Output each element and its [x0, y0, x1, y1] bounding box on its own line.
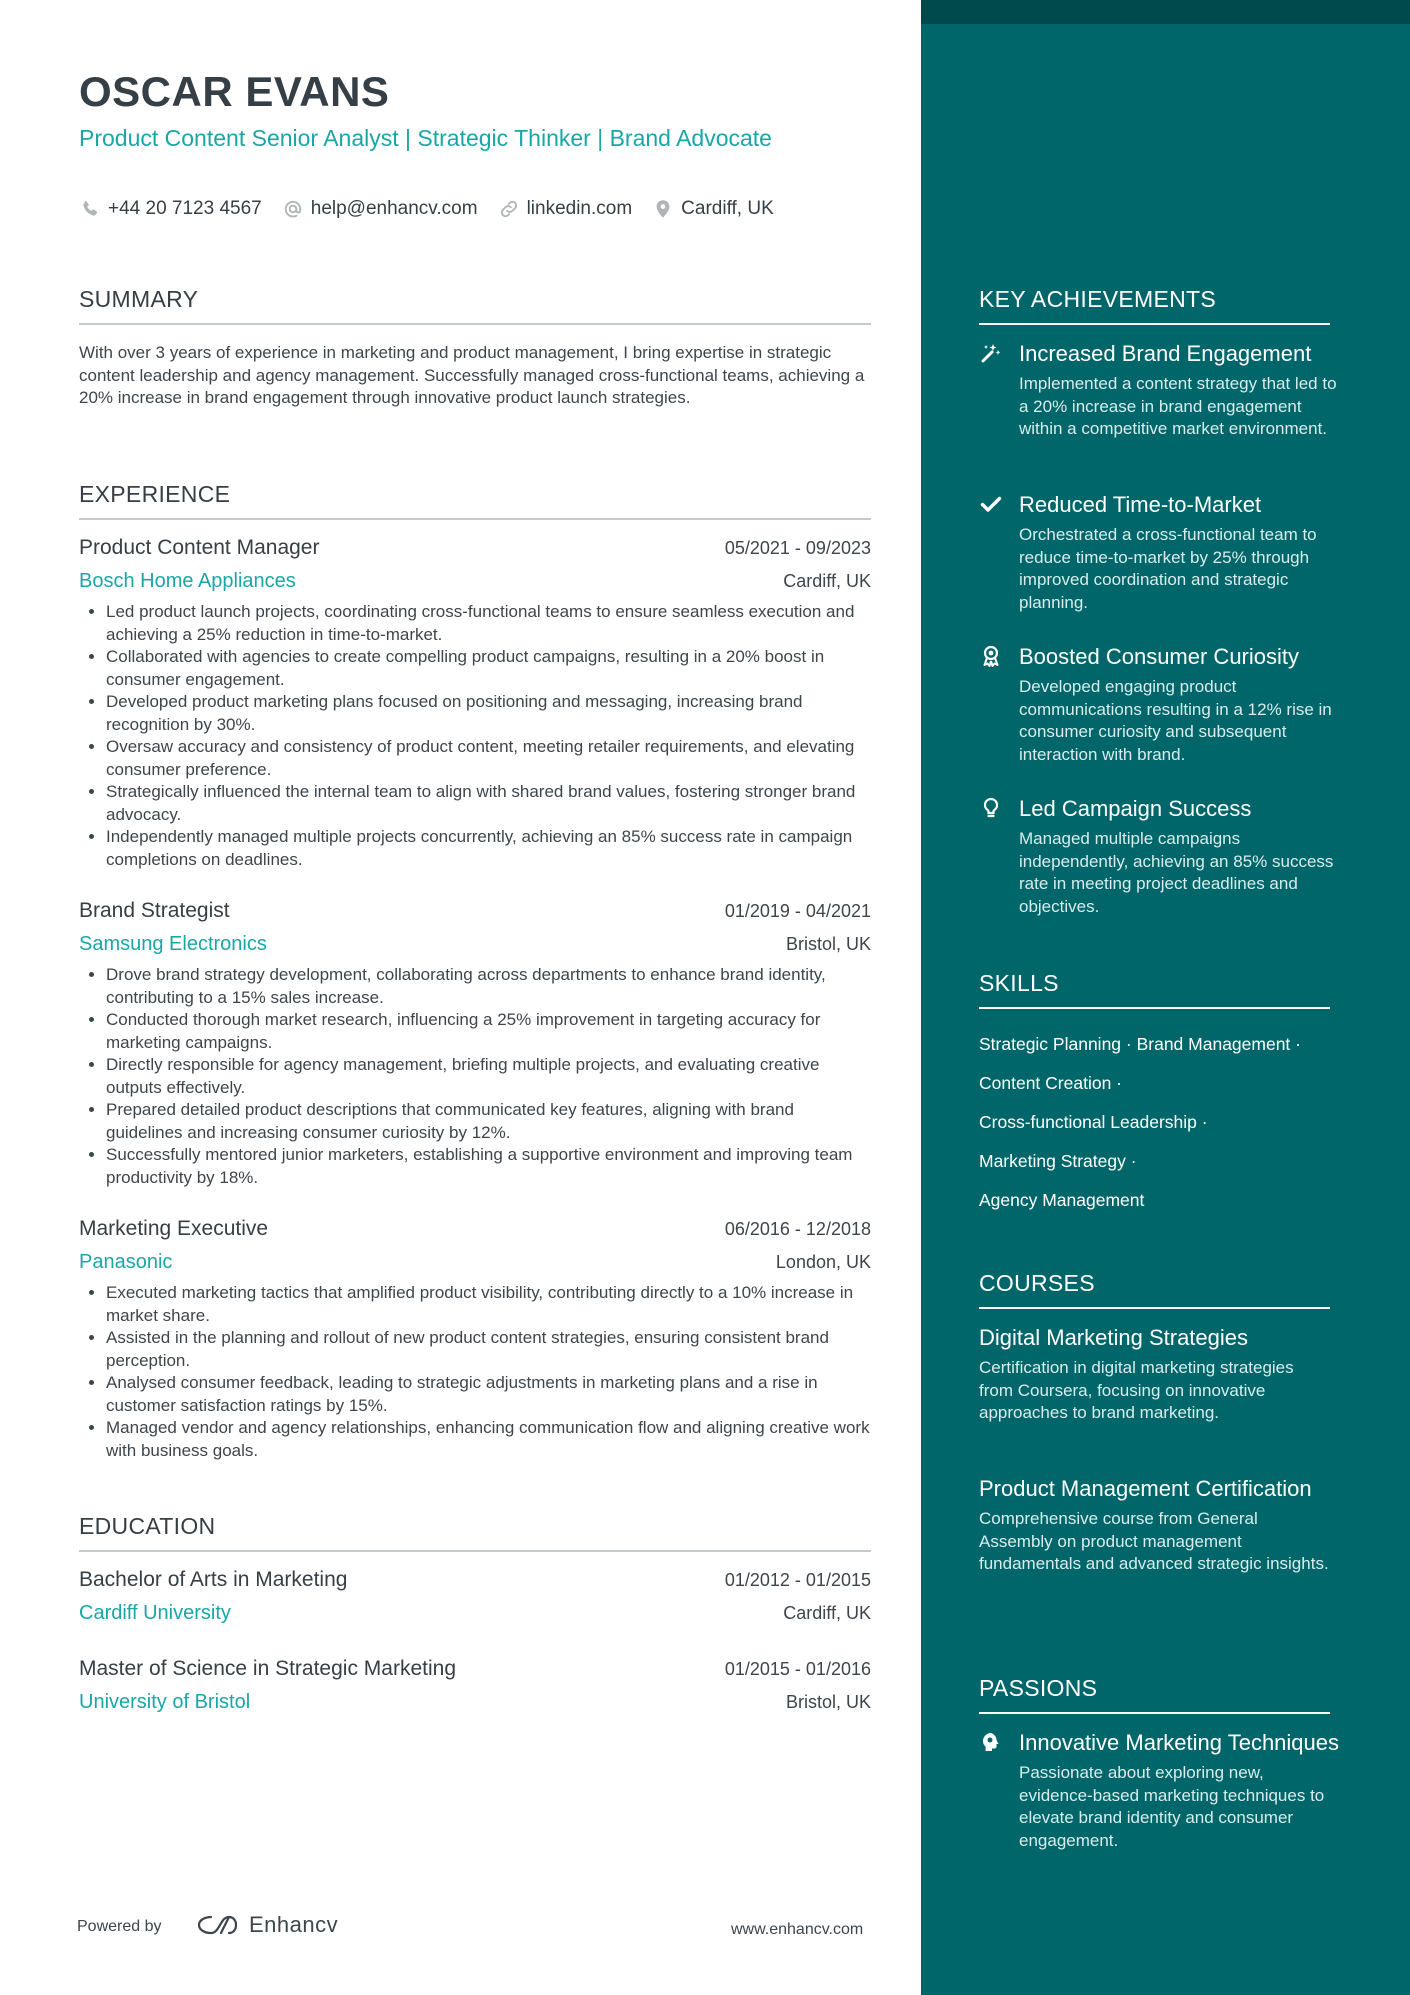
achievement-item: [979, 491, 1339, 614]
phone-icon: [79, 198, 101, 220]
passion-item: [979, 1729, 1339, 1852]
bullet: • Drove brand strategy development, collaborating across departments to enhance brand identity, contributing to a 15% sales increase.: [106, 964, 871, 1009]
achievement-title: Reduced Time-to-Market: [1019, 492, 1262, 517]
bullet: • Executed marketing tactics that amplified product visibility, contributing directly to a 10% increase in market share.: [106, 1282, 871, 1327]
magic-wand-icon: [979, 341, 1005, 367]
education-location: Cardiff, UK: [783, 1603, 871, 1623]
linkedin-text: linkedin.com: [526, 198, 633, 219]
education-dates: 01/2012 - 01/2015: [724, 1570, 871, 1590]
experience-entry: [79, 1217, 871, 1462]
job-dates: 06/2016 - 12/2018: [724, 1219, 871, 1239]
experience-heading: EXPERIENCE: [79, 481, 871, 520]
headline: Product Content Senior Analyst | Strategic Thinker | Brand Advocate: [79, 125, 772, 151]
skill-line: Strategic Planning · Brand Management ·: [979, 1034, 1301, 1054]
job-dates: 05/2021 - 09/2023: [724, 538, 871, 558]
job-location: London, UK: [775, 1252, 871, 1272]
bullet: • Successfully mentored junior marketers, establishing a supportive environment and improving team productivity by 18%.: [106, 1144, 871, 1189]
bullet: • Collaborated with agencies to create compelling product campaigns, resulting in a 20% boost in consumer engagement.: [106, 646, 871, 691]
job-title: Marketing Executive: [79, 1217, 269, 1240]
job-title: Brand Strategist: [79, 899, 230, 922]
job-location: Bristol, UK: [785, 934, 871, 954]
job-bullets: [79, 964, 871, 1189]
award-icon: [979, 644, 1005, 670]
candidate-name: OSCAR EVANS: [79, 68, 390, 115]
degree-title: Bachelor of Arts in Marketing: [79, 1568, 348, 1591]
school-name: Cardiff University: [79, 1602, 231, 1624]
achievement-desc: Developed engaging product communications resulting in a 12% rise in consumer curiosity and subsequent interaction with brand.: [1019, 677, 1332, 764]
location-text: Cardiff, UK: [681, 198, 774, 219]
education-dates: 01/2015 - 01/2016: [724, 1659, 871, 1679]
phone-text: +44 20 7123 4567: [108, 198, 262, 219]
powered-by-label: Powered by: [77, 1918, 162, 1935]
skill-line: Marketing Strategy ·: [979, 1151, 1137, 1171]
achievements-heading: KEY ACHIEVEMENTS: [979, 286, 1330, 325]
skill-line: Content Creation ·: [979, 1073, 1122, 1093]
bullet: • Managed vendor and agency relationships, enhancing communication flow and aligning creative work with business goals.: [106, 1417, 871, 1462]
achievement-item: [979, 340, 1339, 441]
summary-text: With over 3 years of experience in marketing and product management, I bring expertise in strategic content leadership and agency management. Successfully managed cross-functional teams, achieving a 20% increase in brand engagement through innovative product launch strategies.: [79, 343, 865, 407]
passion-title: Innovative Marketing Techniques: [1019, 1730, 1340, 1755]
job-location: Cardiff, UK: [783, 571, 871, 591]
experience-entry: [79, 536, 871, 871]
education-heading: EDUCATION: [79, 1513, 871, 1552]
passion-desc: Passionate about exploring new, evidence-based marketing techniques to elevate brand identity and consumer engagement.: [1019, 1763, 1325, 1850]
bullet: • Conducted thorough market research, influencing a 25% improvement in targeting accuracy for marketing campaigns.: [106, 1009, 871, 1054]
bullet: • Strategically influenced the internal team to align with shared brand values, fostering stronger brand advocacy.: [106, 781, 871, 826]
achievement-item: [979, 643, 1339, 766]
course-title: Digital Marketing Strategies: [979, 1325, 1249, 1350]
lightbulb-icon: [979, 796, 1005, 822]
bullet: • Analysed consumer feedback, leading to strategic adjustments in marketing plans and a rise in customer satisfaction ratings by 15%.: [106, 1372, 871, 1417]
enhancv-brand-text: Enhancv: [249, 1912, 339, 1937]
achievement-desc: Orchestrated a cross-functional team to reduce time-to-market by 25% through improved coordination and strategic planning.: [1019, 525, 1317, 612]
enhancv-logo[interactable]: [195, 1912, 338, 1938]
course-item: [979, 1475, 1330, 1576]
contact-phone[interactable]: [79, 198, 262, 220]
job-title: Product Content Manager: [79, 536, 320, 559]
bullet: • Assisted in the planning and rollout of new product content strategies, ensuring consistent brand perception.: [106, 1327, 871, 1372]
job-bullets: [79, 1282, 871, 1462]
enhancv-logo-icon: [195, 1912, 241, 1938]
course-item: [979, 1324, 1330, 1425]
email-text: help@enhancv.com: [310, 198, 478, 219]
sidebar-top-bar: [921, 0, 1410, 24]
contact-bar: [79, 198, 794, 220]
bullet: • Prepared detailed product descriptions that communicated key features, aligning with brand guidelines and increasing consumer curiosity by 12%.: [106, 1099, 871, 1144]
company-name: Panasonic: [79, 1251, 173, 1273]
course-desc: Certification in digital marketing strategies from Coursera, focusing on innovative approaches to brand marketing.: [979, 1358, 1294, 1422]
job-dates: 01/2019 - 04/2021: [724, 901, 871, 921]
brain-icon: [979, 1730, 1005, 1756]
skill-line: Cross-functional Leadership ·: [979, 1112, 1208, 1132]
contact-linkedin[interactable]: [498, 198, 633, 220]
achievement-title: Boosted Consumer Curiosity: [1019, 644, 1300, 669]
education-entry: [79, 1568, 871, 1625]
sidebar: [921, 0, 1410, 1995]
passions-heading: PASSIONS: [979, 1675, 1330, 1714]
achievement-title: Led Campaign Success: [1019, 796, 1252, 821]
courses-heading: COURSES: [979, 1270, 1330, 1309]
location-pin-icon: [652, 198, 674, 220]
link-icon: [498, 198, 520, 220]
company-name: Samsung Electronics: [79, 933, 267, 955]
skills-list: [979, 1025, 1339, 1220]
achievement-desc: Managed multiple campaigns independently, achieving an 85% success rate in meeting project deadlines and objectives.: [1019, 829, 1334, 916]
bullet: • Oversaw accuracy and consistency of product content, meeting retailer requirements, and elevating consumer preference.: [106, 736, 871, 781]
skills-heading: SKILLS: [979, 970, 1330, 1009]
course-desc: Comprehensive course from General Assembly on product management fundamentals and advanced strategic insights.: [979, 1509, 1329, 1573]
job-bullets: [79, 601, 871, 871]
bullet: • Directly responsible for agency management, briefing multiple projects, and evaluating creative outputs effectively.: [106, 1054, 871, 1099]
contact-email[interactable]: [282, 198, 478, 220]
course-title: Product Management Certification: [979, 1476, 1312, 1501]
degree-title: Master of Science in Strategic Marketing: [79, 1657, 456, 1680]
bullet: • Developed product marketing plans focused on positioning and messaging, increasing brand recognition by 30%.: [106, 691, 871, 736]
contact-location: [652, 198, 774, 220]
bullet: • Independently managed multiple projects concurrently, achieving an 85% success rate in campaign completions on deadlines.: [106, 826, 871, 871]
experience-entry: [79, 899, 871, 1189]
checkmark-icon: [979, 492, 1005, 518]
education-location: Bristol, UK: [785, 1692, 871, 1712]
achievement-title: Increased Brand Engagement: [1019, 341, 1312, 366]
at-sign-icon: [282, 198, 304, 220]
summary-heading: SUMMARY: [79, 286, 871, 325]
company-name: Bosch Home Appliances: [79, 570, 296, 592]
bullet: • Led product launch projects, coordinating cross-functional teams to ensure seamless execution and achieving a 25% reduction in time-to-market.: [106, 601, 871, 646]
skill-line: Agency Management: [979, 1190, 1145, 1210]
school-name: University of Bristol: [79, 1691, 251, 1713]
footer-url[interactable]: www.enhancv.com: [731, 1921, 864, 1938]
achievement-item: [979, 795, 1339, 918]
education-entry: [79, 1657, 871, 1714]
achievement-desc: Implemented a content strategy that led to a 20% increase in brand engagement within a competitive market environment.: [1019, 374, 1337, 438]
